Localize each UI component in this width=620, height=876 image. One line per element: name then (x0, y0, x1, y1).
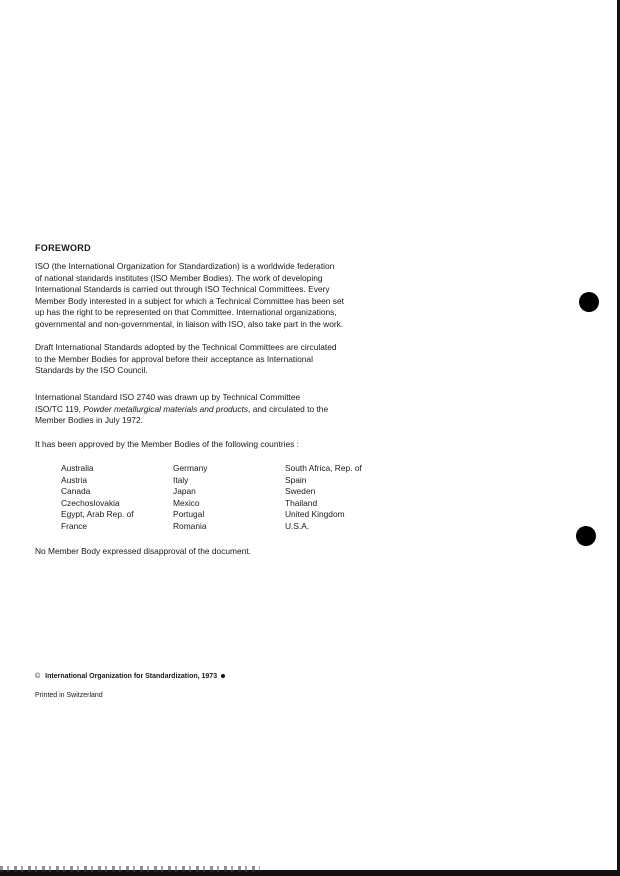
intro-paragraph (35, 261, 385, 331)
intro-line: Member Body interested in a subject for which a Technical Committee has been set (35, 295, 344, 306)
intro-line: up has the right to be represented on that Committee. International organizations, (35, 307, 337, 318)
country: Spain (285, 474, 307, 485)
scan-noise (0, 866, 260, 872)
country: U.S.A. (285, 520, 310, 531)
standard-ref: ISO/TC 119, (35, 403, 84, 414)
intro-line: International Standards is carried out through ISO Technical Committees. Every (35, 284, 330, 295)
printed-in: Printed in Switzerland (35, 692, 103, 699)
country: Czechoslovakia (61, 497, 120, 508)
country: Thailand (285, 497, 318, 508)
intro-line: ISO (the International Organization for Standardization) is a worldwide federation (35, 261, 335, 271)
country: Canada (61, 486, 91, 497)
countries-column-3 (285, 463, 405, 533)
copyright-text: International Organization for Standardization, 1973 (45, 673, 218, 680)
standard-title: Powder metallurgical materials and products (83, 403, 249, 414)
punch-hole-bottom (576, 526, 596, 546)
country: Germany (173, 463, 208, 473)
intro-line: governmental and non-governmental, in liaison with ISO, also take part in the work. (35, 318, 344, 329)
country: Romania (173, 520, 207, 531)
standard-line: Member Bodies in July 1972. (35, 415, 143, 426)
punch-hole-top (579, 292, 599, 312)
standard-paragraph (35, 392, 385, 427)
country: United Kingdom (285, 509, 345, 520)
countries-column-1 (61, 463, 181, 533)
country: Portugal (173, 509, 205, 520)
country: Egypt, Arab Rep. of (61, 509, 134, 520)
draft-paragraph (35, 342, 385, 377)
intro-line: of national standards institutes (ISO Member Bodies). The work of developing (35, 272, 323, 283)
standard-line (35, 404, 385, 416)
country: Austria (61, 474, 88, 485)
draft-line: Draft International Standards adopted by the Technical Committees are circulated (35, 342, 337, 352)
countries-column-2 (173, 463, 293, 533)
copyright-notice (35, 673, 225, 680)
country: Japan (173, 486, 196, 497)
bullet-dot-icon (221, 674, 225, 678)
country: France (61, 520, 88, 531)
copyright-symbol: © (35, 673, 41, 680)
country: South Africa, Rep. of (285, 463, 362, 473)
country: Mexico (173, 497, 200, 508)
country: Sweden (285, 486, 316, 497)
country: Italy (173, 474, 189, 485)
draft-line: to the Member Bodies for approval before their acceptance as International (35, 353, 313, 364)
standard-line: International Standard ISO 2740 was drawn up by Technical Committee (35, 392, 301, 402)
foreword-heading: FOREWORD (35, 243, 91, 253)
draft-line: Standards by the ISO Council. (35, 365, 148, 376)
country: Australia (61, 463, 94, 473)
no-disapproval-text: No Member Body expressed disapproval of the document. (35, 546, 252, 556)
standard-circulated: , and circulated to the (248, 403, 329, 414)
approved-text: It has been approved by the Member Bodies of the following countries : (35, 439, 299, 449)
